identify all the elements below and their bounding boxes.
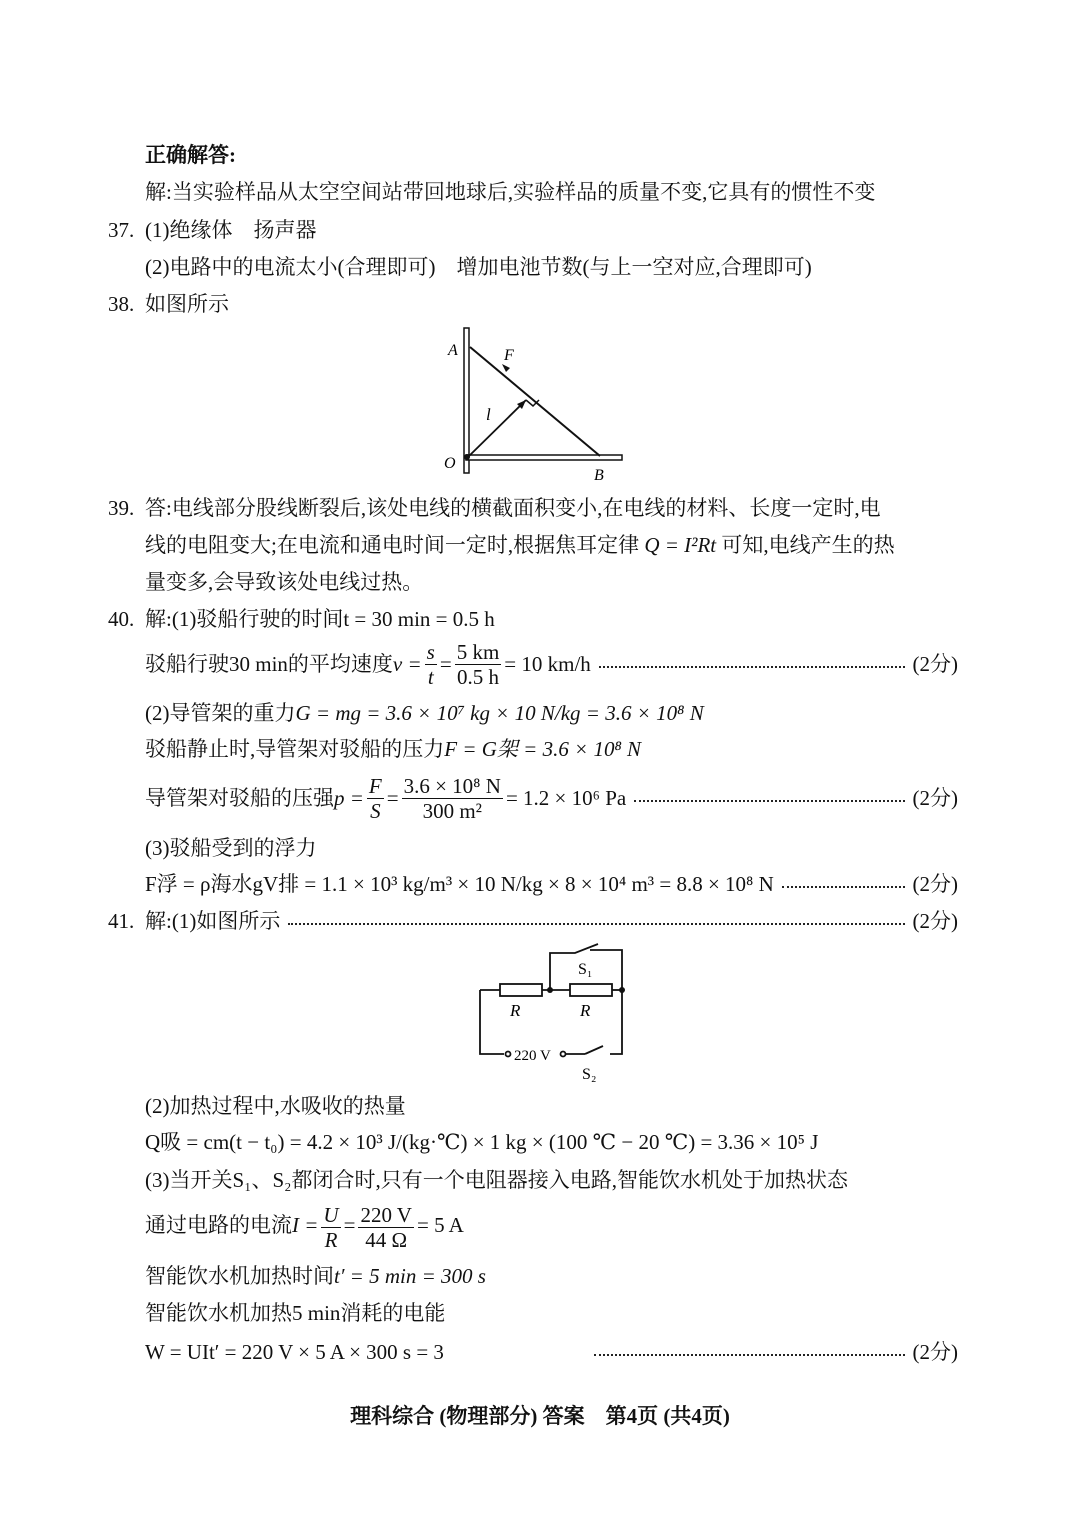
q41-line7: 智能饮水机加热5 min消耗的电能 bbox=[145, 1301, 446, 1325]
time-formula: t′ = 5 min = 300 s bbox=[334, 1264, 486, 1288]
q39-line3: 量变多,会导致该处电线过热。 bbox=[145, 570, 424, 594]
score-label: (2分) bbox=[912, 652, 958, 676]
q39-line1: 答:电线部分股线断裂后,该处电线的横截面积变小,在电线的材料、长度一定时,电 bbox=[145, 496, 881, 520]
v-symbol: v = bbox=[392, 652, 422, 676]
label-o: O bbox=[444, 455, 456, 472]
equals-sign: = bbox=[343, 1213, 356, 1237]
switch-s1-label: S₁ bbox=[578, 961, 593, 978]
q41-line1: 解:(1)如图所示 bbox=[145, 909, 281, 933]
p-symbol: p = bbox=[334, 786, 364, 810]
numerator: s bbox=[426, 639, 435, 664]
dot-leader bbox=[782, 886, 905, 888]
resistor-label-2: R bbox=[580, 1001, 591, 1020]
fraction-current bbox=[358, 1203, 414, 1252]
score-label: (2分) bbox=[912, 872, 958, 896]
q37-part2: (2)电路中的电流太小(合理即可) 增加电池节数(与上一空对应,合理即可) bbox=[145, 255, 812, 279]
energy-formula: W = UIt′ = 220 V × 5 A × 300 s = 3 bbox=[145, 1340, 444, 1364]
score-label: (2分) bbox=[912, 786, 958, 810]
score-label: (2分) bbox=[912, 1340, 958, 1364]
fraction-f-s bbox=[367, 774, 384, 823]
q40-line4-text: 驳船静止时,导管架对驳船的压力 bbox=[145, 737, 445, 761]
q40-line4 bbox=[145, 736, 641, 762]
q40-line6: (3)驳船受到的浮力 bbox=[145, 836, 317, 860]
numerator: U bbox=[323, 1202, 339, 1227]
switch-s2-label: S₂ bbox=[582, 1066, 597, 1083]
q38-text: 如图所示 bbox=[145, 292, 229, 316]
gravity-formula: G = mg = 3.6 × 10⁷ kg × 10 N/kg = 3.6 × 10⁸ N bbox=[295, 701, 704, 725]
q40-time-formula: t = 30 min = 0.5 h bbox=[343, 607, 495, 631]
denominator: 0.5 h bbox=[457, 664, 499, 689]
denominator: t bbox=[427, 664, 434, 689]
q39-line2 bbox=[145, 532, 895, 558]
denominator: 300 m² bbox=[422, 798, 482, 823]
q41-line8 bbox=[145, 1339, 958, 1365]
q40-line1 bbox=[145, 606, 495, 632]
voltage-label: 220 V bbox=[514, 1048, 551, 1064]
q41-line4: (3)当开关S₁、S₂都闭合时,只有一个电阻器接入电路,智能饮水机处于加热状态 bbox=[145, 1168, 848, 1192]
q40-line2 bbox=[145, 638, 958, 690]
lever-diagram bbox=[440, 320, 630, 485]
label-l: l bbox=[486, 405, 491, 424]
label-f: F bbox=[504, 347, 514, 364]
heat-formula: Q吸 = cm(t − t₀) = 4.2 × 10³ J/(kg·℃) × 1 kg × (100 ℃ − 20 ℃) = 3.36 × 10⁵ J bbox=[145, 1130, 819, 1154]
page-footer: 理科综合 (物理部分) 答案 第4页 (共4页) bbox=[350, 1404, 730, 1428]
q40-line7 bbox=[145, 871, 958, 897]
speed-result: = 10 km/h bbox=[504, 652, 591, 676]
dot-leader bbox=[594, 1354, 905, 1356]
answer-36: 解:当实验样品从太空空间站带回地球后,实验样品的质量不变,它具有的惯性不变 bbox=[145, 180, 876, 204]
fraction-u-r bbox=[321, 1203, 340, 1252]
i-symbol: I = bbox=[292, 1213, 319, 1237]
pressure-result: = 1.2 × 10⁶ Pa bbox=[505, 786, 627, 810]
q37-number: 37. bbox=[108, 218, 135, 242]
q40-line5-text: 导管架对驳船的压强 bbox=[145, 786, 334, 810]
q40-line1-text: 解:(1)驳船行驶的时间 bbox=[145, 607, 344, 631]
joule-formula: Q = I²Rt bbox=[644, 533, 717, 557]
equals-sign: = bbox=[439, 652, 452, 676]
q41-line2: (2)加热过程中,水吸收的热量 bbox=[145, 1094, 406, 1118]
dot-leader bbox=[599, 666, 905, 668]
q37-part1: (1)绝缘体 扬声器 bbox=[145, 218, 317, 242]
q41-line6 bbox=[145, 1263, 486, 1289]
q40-line3 bbox=[145, 700, 704, 726]
dot-leader bbox=[288, 923, 904, 925]
circuit-diagram bbox=[470, 940, 640, 1085]
q38-number: 38. bbox=[108, 292, 135, 316]
numerator: F bbox=[368, 773, 382, 798]
fraction-5km bbox=[455, 640, 502, 689]
q41-line6-text: 智能饮水机加热时间 bbox=[145, 1264, 334, 1288]
answer-header: 正确解答: bbox=[145, 143, 236, 167]
q40-line2-text: 驳船行驶30 min的平均速度 bbox=[145, 652, 393, 676]
denominator: 44 Ω bbox=[365, 1227, 408, 1252]
fraction-s-t bbox=[425, 640, 437, 689]
numerator: 220 V bbox=[360, 1202, 412, 1227]
q39-line2-b: 可知,电线产生的热 bbox=[721, 533, 895, 557]
q39-line2-a: 线的电阻变大;在电流和通电时间一定时,根据焦耳定律 bbox=[145, 533, 640, 557]
equals-sign: = bbox=[386, 786, 399, 810]
buoyancy-formula: F浮 = ρ海水gV排 = 1.1 × 10³ kg/m³ × 10 N/kg × 8 × 10⁴ m³ = 8.8 × 10⁸ N bbox=[145, 872, 774, 896]
q40-line5 bbox=[145, 772, 958, 824]
pressure-force-formula: F = G架 = 3.6 × 10⁸ N bbox=[444, 737, 642, 761]
label-a: A bbox=[448, 342, 458, 359]
numerator: 3.6 × 10⁸ N bbox=[403, 773, 501, 798]
q39-number: 39. bbox=[108, 496, 135, 520]
fraction-pressure bbox=[402, 774, 503, 823]
label-b: B bbox=[594, 467, 604, 484]
q40-line3-text: (2)导管架的重力 bbox=[145, 701, 296, 725]
denominator: R bbox=[324, 1227, 338, 1252]
denominator: S bbox=[370, 798, 381, 823]
dot-leader bbox=[634, 800, 904, 802]
numerator: 5 km bbox=[456, 639, 500, 664]
q41-line1-row bbox=[145, 908, 958, 934]
q41-number: 41. bbox=[108, 909, 135, 933]
q41-line5-text: 通过电路的电流 bbox=[145, 1213, 292, 1237]
resistor-label-1: R bbox=[510, 1001, 521, 1020]
q40-number: 40. bbox=[108, 607, 135, 631]
q41-line5 bbox=[145, 1200, 464, 1252]
current-result: = 5 A bbox=[416, 1213, 464, 1237]
score-label: (2分) bbox=[912, 909, 958, 933]
